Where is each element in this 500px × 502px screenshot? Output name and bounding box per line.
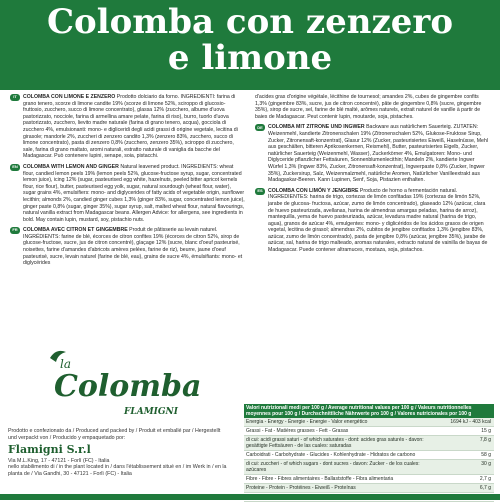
nutrition-header-label: Valori nutrizionali medi per 100 g / Average nutritional values per 100 g / Valeurs nutritionnelles moyennes pour 100 g / Durchschnittliche Nährwerte pro 100 g / Valores nutricionales por 100 g (246, 405, 472, 417)
product-title-line1: Colomba con zenzero (46, 2, 454, 42)
ingredients-de-text: Backware aus natürlichem Sauerteig. ZUTATEN: Weizenmehl, kandierte Zitronenschalen 19% (Zitronenschalen 52%, Glukose-Fruktose Sirup, Zucker, Zitronensaft-konzentrat), Glasur 12% (Zucker, pasteurisiertes Eiweiß, Haselnüsse, Mehl aus geschälten, bitteren Aprikosenkernen, Reismehl), Butter, pasteurisiertes Eigelb, Zucker, natürlicher Sauerteig (Weizenmehl, Wasser), Zuckerkörner 4%, Emulgatoren: Mono- und Diglyceride pflanzlicher Fettsäuren, Sonnenblumenlecithin; Mandeln 2%, kandierte Ingwer Würfel 1,3% (Ingwer 83%, Zucker, Zitronensaft-konzentrat), Ingwerpaste 0,8% (Zucker, Ingwer 35%), Zuckersirup, Salz, Weizenmalzmehl, natürliche Aromen, Natürlicher Vanilleextrakt aus Madagaskar-Beeren. Kann Lupinen, Senf, Soja, Pistazien enthalten. (268, 124, 488, 184)
nutrient-label: Carboidrati - Carbohydrate - Glucides - Kohlenhydrate - Hidratos de carbono (246, 452, 416, 458)
ingredients-section (10, 94, 490, 334)
nutrient-value: 15 g (481, 428, 491, 434)
table-row (244, 418, 494, 427)
nutrient-value: 6,7 g (479, 485, 491, 491)
ingredients-es (255, 188, 490, 254)
ingredients-de (255, 124, 490, 183)
brand-logo (20, 346, 210, 422)
produced-by-text: Prodotto e confezionato da / Produced and packed by / Produit et emballé par / Hergestellt und verpackt von / Producido y empaquetado por: (8, 428, 221, 441)
company-name: Flamigni S.r.l (8, 443, 91, 457)
nutrition-table-header (244, 404, 494, 418)
nutrient-label: di cui: zuccheri - of which sugars - dont sucres - davon: Zucker - de los cuales: azúcares (246, 461, 420, 473)
nutrition-table (244, 404, 494, 502)
ingredients-es-title: COLOMBA CON LIMÓN Y JENGIBRE (268, 187, 359, 194)
nutrient-label: Proteine - Protein - Protéines - Eiweiß - Proteínas (246, 485, 356, 491)
nutrient-value: 2,7 g (479, 476, 491, 482)
flag-en-icon: EN (10, 164, 20, 171)
table-row (244, 436, 494, 451)
logo-word-flamigni: FLAMIGNI (124, 407, 178, 417)
title-banner (0, 0, 500, 90)
table-row (244, 427, 494, 436)
plant-address: nello stabilimento di / in the plant located in / dans l'établissement situé en / im Werk in / en la planta de / Via Gandhi, 30 - 47121 - Forlì (FC) - Italia (8, 464, 227, 477)
nutrient-value: 1694 kJ - 403 kcal (450, 419, 491, 425)
table-row (244, 451, 494, 460)
nutrient-value: 30 g (481, 461, 491, 467)
flag-fr-icon: FR (10, 227, 20, 234)
logo-word-colomba: Colomba (54, 369, 202, 404)
ingredients-fr-title: COLOMBA AVEC CITRON ET GINGEMBRE (23, 227, 128, 234)
producer-info (8, 428, 228, 478)
colomba-logo-icon (20, 346, 210, 422)
flag-de-icon: DE (255, 124, 265, 131)
product-title (0, 4, 500, 76)
nutrient-label: Grassi - Fat - Matières grasses - Fett - Grasas (246, 428, 349, 434)
ingredients-es-text: Producto de horno a fermentación natural. INGREDIENTES: harina de trigo, cortezas de limón confitadas 19% (cortezas de limón 52%, jarabe de glucosa- fructosa, azúcar, zumo de limón concentrado), glaseado 12% (azúcar, clara de huevo pasteurizada, avellanas, harina de almendras amargas peladas, harina de arroz), mantequilla, yema de huevo pasteurizada, azúcar, levadura madre natural (harina de trigo, agua), granos de azúcar 4%, emulgentes: mono- y diglicéridos de los ácidos grasos de origen vegetal, lecitina de girasol; almendras 2%, cubitos de jengibre confitados 1,3% (jengibre 83%, azúcar, zumo de limón concentrado), pasta de jengibre 0,8% (azúcar, jengibre 35%), jarabe de azúcar, sal, harina de trigo malteado, aromas naturales, extracto natural de vainilla de bayas de Madagascar. Puede contener altramuces, mostaza, soja, pistachos. (268, 187, 488, 254)
nutrient-label: di cui: acidi grassi saturi - of which saturates - dont: acides gras saturés - davon: gesättigte Fettsäuren - de las cuales: saturadas (246, 437, 424, 449)
flag-it-icon: IT (10, 94, 20, 101)
ingredients-it-title: COLOMBA CON LIMONE E ZENZERO (23, 94, 116, 100)
ingredients-it (10, 94, 245, 160)
table-row (244, 460, 494, 475)
ingredients-left-column (10, 94, 245, 271)
logo-word-la: la (60, 357, 71, 371)
ingredients-de-title: COLOMBA MIT ZITRONE UND INGWER (268, 124, 365, 131)
ingredients-en-title: COLOMBA WITH LEMON AND GINGER (23, 163, 119, 170)
ingredients-en-text: Natural leavened product. INGREDIENTS: wheat flour, candied lemon peels 19% (lemon peels 52%, glucose-fructose syrup, sugar, concentrated lemon juice), icing 12% (sugar, pasteurised egg white, hazelnuts, peeled bitter apricot kernels flour, rice flour), butter, pasteurised egg yolk, sugar, natural sourdough (wheat flour, water), sugar grains 4%, emulsifiers: mono- and diglycerides of fatty acids of vegetable origin, sunflower lecithin; almonds 2%, candied ginger cubes 1,3% (ginger 83%, sugar, concentrated lemon juice), ginger paste 0,8% (sugar, ginger 35%), sugar syrup, salt, malted wheat flour, natural flavourings, natural vanilla extract from Madagascar beans. Allergen Advice: for allergens, see ingredients in bold. May contain lupin, mustard, soy, pistachio nuts. (23, 163, 245, 223)
nutrient-label: Energia - Energy - Énergie - Energie - Valor energético (246, 419, 368, 425)
nutrient-value: 58 g (481, 452, 491, 458)
footer-bar (0, 494, 500, 500)
ingredients-right-column (255, 94, 490, 258)
ingredients-fr-text: Produit de pâtisserie au levain naturel. INGRÉDIENTS: farine de blé, écorces de citron confites 19% (écorces de citron 52%, sirop de glucose-fructose, sucre, jus de citron concentré), glaçage 12% (sucre, blanc d'oeuf pasteurisé, noisettes, farine d'amandes d'abricots amères pelées, farine de riz), beurre, jaune d'oeuf pasteurisé, sucre, levain naturel (farine de blé, eau), grains de sucre 4%, émulsifiants: mono- et diglycérides (23, 227, 243, 267)
nutrition-rows (244, 418, 494, 502)
nutrient-label: Fibre - Fibre - Fibres alimentaires - Ballaststoffe - Fibra alimentaria (246, 476, 394, 482)
ingredients-fr-continued (255, 94, 490, 120)
nutrient-value: 7,8 g (479, 437, 491, 443)
ingredients-fr (10, 227, 245, 267)
table-row (244, 484, 494, 493)
product-title-line2: e limone (167, 38, 333, 78)
ingredients-en (10, 164, 245, 223)
company-address: Via M.L.King, 17 - 47121 - Forlì (FC) - Italia (8, 457, 110, 464)
table-row (244, 475, 494, 484)
flag-es-icon: ES (255, 188, 265, 195)
ingredients-fr-cont-text: d'acides gras d'origine végétale, lécithine de tournesol; amandes 2%, cubes de gingembre confits 1,3% (gingembre 83%, sucre, jus de citron concentré), pâte de gingembre 0,8% (sucre, gingembre 35%), sirop de sucre, sel, farine de blé malté, arômes naturels, extrait naturel de vanille à partir de baies de Madagascar. Peut contenir lupin, moutarde, soja, pistaches. (255, 94, 482, 120)
ingredients-it-text: Prodotto dolciario da forno. INGREDIENTI: farina di grano tenero, scorze di limone candite 19% (scorze di limone 52%, sciroppo di glucosio-fruttosio, zucchero, succo di limone concentrato), glassa 12% (zucchero, albume d'uova pastorizzato, nocciole, farina di armellina amare pelate, farina di riso), burro, tuorlo d'uova pastorizzato, zucchero, lievito madre naturale (farina di grano tenero, acqua), gocciola di zucchero 4%, emulsionanti: mono- e digliceridi degli acidi grassi di origine vegetale, lecitina di girasole; mandorle 2%, zuccheri di zenzero candito 1,3% (zenzero 83%, zucchero, succo di limone concentrato), pasta di zenzero 0,8% (zucchero, zenzero 35%), sciroppo di zucchero, sale, farina di grano maltato, aromi naturali, estratto naturale di vaniglia da bacche del Madagascar. Può contenere lupini, senape, soia, pistacchi. (23, 94, 238, 160)
